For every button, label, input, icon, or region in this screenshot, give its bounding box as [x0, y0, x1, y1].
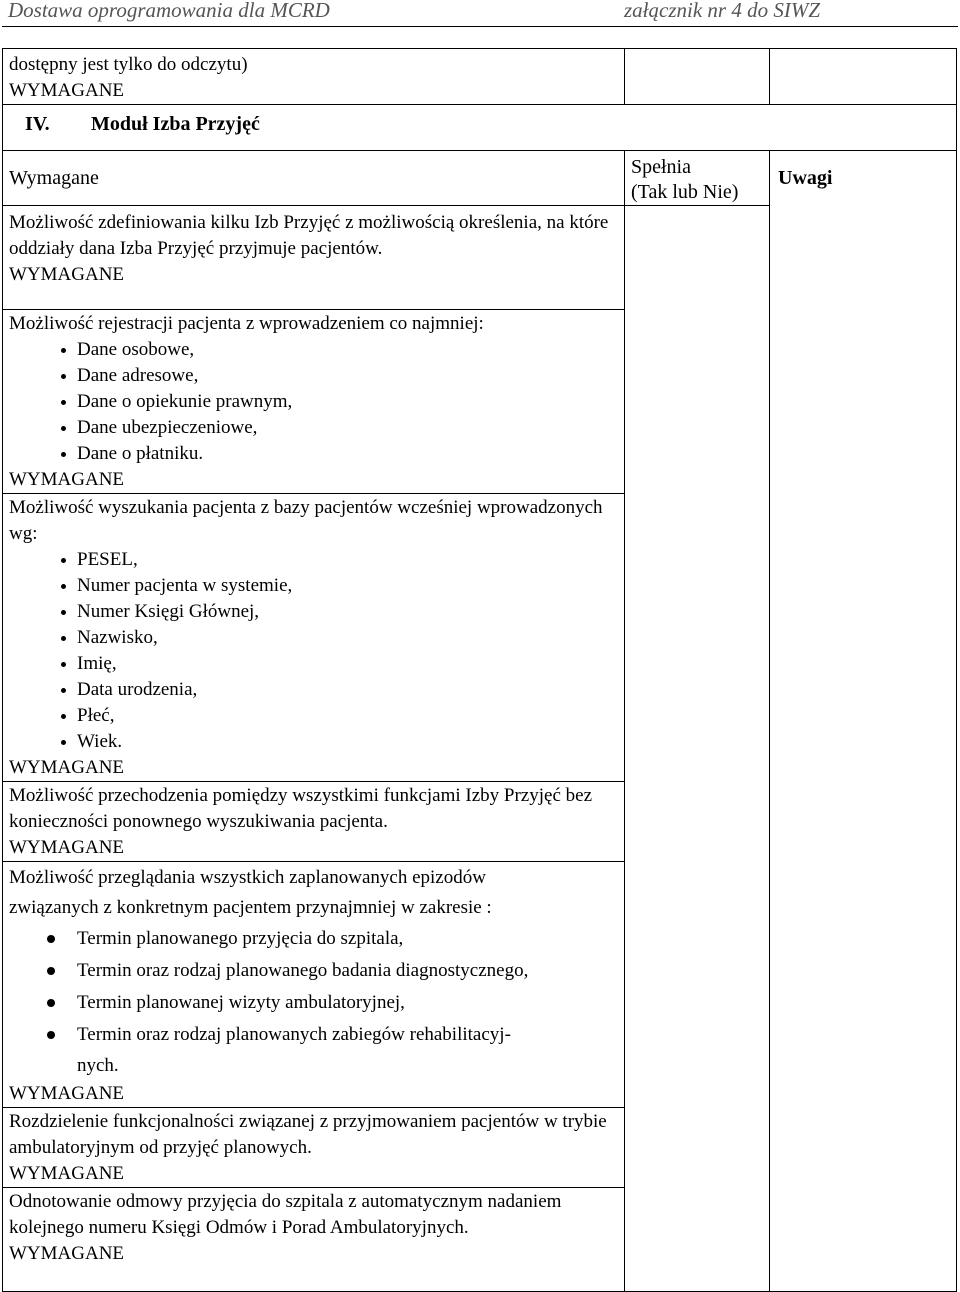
- list-item: Termin planowanego przyjęcia do szpitala,: [77, 923, 618, 955]
- header-attachment: załącznik nr 4 do SIWZ: [624, 0, 820, 22]
- meets-cell[interactable]: [625, 206, 770, 1292]
- list-item: Nazwisko,: [77, 625, 618, 651]
- list-item: Imię,: [77, 651, 618, 677]
- column-header-row: [3, 151, 957, 206]
- requirement-text: Możliwość wyszukania pacjenta z bazy pacjentów wcześniej wprowadzonych wg:: [9, 497, 603, 544]
- requirement-cell: [3, 1108, 625, 1188]
- requirement-cell: [3, 206, 625, 310]
- requirement-cell: [3, 494, 625, 782]
- requirement-status: WYMAGANE: [9, 757, 125, 778]
- requirement-cell: [3, 862, 625, 1108]
- requirement-list: [9, 337, 618, 467]
- meets-cell[interactable]: [625, 49, 770, 105]
- section-title: Moduł Izba Przyjęć: [91, 113, 260, 135]
- notes-cell[interactable]: [770, 49, 957, 105]
- list-item: PESEL,: [77, 547, 618, 573]
- requirement-text-line2: związanych z konkretnym pacjentem przynajmniej w zakresie :: [9, 897, 492, 918]
- list-item: Dane adresowe,: [77, 363, 618, 389]
- requirement-cell: [3, 310, 625, 494]
- header-rule: [2, 26, 958, 27]
- section-number: IV.: [25, 113, 50, 135]
- list-item: Wiek.: [77, 729, 618, 755]
- section-row: [3, 105, 957, 151]
- requirement-text: Możliwość przechodzenia pomiędzy wszystkimi funkcjami Izby Przyjęć bez konieczności ponownego wyszukiwania pacjenta.: [9, 785, 592, 832]
- requirement-status: WYMAGANE: [9, 264, 125, 285]
- requirement-status: WYMAGANE: [9, 1243, 125, 1264]
- meets-label-line2: (Tak lub Nie): [631, 181, 739, 203]
- table-row: [3, 49, 957, 105]
- list-item: Płeć,: [77, 703, 618, 729]
- column-header-notes: [770, 151, 957, 1292]
- requirement-status: WYMAGANE: [9, 837, 125, 858]
- requirement-cell: [3, 49, 625, 105]
- requirement-text: dostępny jest tylko do odczytu): [9, 54, 248, 75]
- list-item: Termin oraz rodzaj planowanego badania diagnostycznego,: [77, 955, 618, 987]
- list-item: Termin oraz rodzaj planowanych zabiegów rehabilitacyj-: [77, 1019, 618, 1051]
- notes-label: Uwagi: [778, 167, 833, 189]
- requirement-text-line1: Możliwość przeglądania wszystkich zaplanowanych epizodów: [9, 867, 486, 888]
- requirement-status: WYMAGANE: [9, 1163, 125, 1184]
- list-item: Termin planowanej wizyty ambulatoryjnej,: [77, 987, 618, 1019]
- meets-label-line1: Spełnia: [631, 156, 691, 178]
- requirement-text: Możliwość zdefiniowania kilku Izb Przyjęć z możliwością określenia, na które oddziały dana Izba Przyjęć przyjmuje pacjentów.: [9, 212, 609, 259]
- header-title: Dostawa oprogramowania dla MCRD: [8, 0, 330, 22]
- page-header: [0, 0, 960, 28]
- requirement-status: WYMAGANE: [9, 469, 125, 490]
- list-item: Dane ubezpieczeniowe,: [77, 415, 618, 441]
- requirement-status: WYMAGANE: [9, 1083, 125, 1104]
- list-item: Data urodzenia,: [77, 677, 618, 703]
- requirements-table: [2, 48, 957, 1292]
- list-item: Numer pacjenta w systemie,: [77, 573, 618, 599]
- section-heading: [3, 105, 956, 141]
- column-header-meets: [625, 151, 770, 206]
- list-item: Dane o opiekunie prawnym,: [77, 389, 618, 415]
- requirement-text: Możliwość rejestracji pacjenta z wprowadzeniem co najmniej:: [9, 313, 484, 334]
- list-item-continuation: nych.: [77, 1055, 119, 1076]
- requirement-cell: [3, 782, 625, 862]
- requirement-text: Odnotowanie odmowy przyjęcia do szpitala z automatycznym nadaniem kolejnego numeru Księgi Odmów i Porad Ambulatoryjnych.: [9, 1191, 562, 1238]
- requirement-list: [9, 923, 618, 1051]
- list-item: Dane osobowe,: [77, 337, 618, 363]
- requirement-cell: [3, 1188, 625, 1292]
- list-item: Numer Księgi Głównej,: [77, 599, 618, 625]
- list-item: Dane o płatniku.: [77, 441, 618, 467]
- requirement-text: Rozdzielenie funkcjonalności związanej z przyjmowaniem pacjentów w trybie ambulatoryjnym od przyjęć planowych.: [9, 1111, 607, 1158]
- column-header-requirements: Wymagane: [3, 151, 625, 206]
- requirement-list: [9, 547, 618, 755]
- requirement-status: WYMAGANE: [9, 80, 125, 101]
